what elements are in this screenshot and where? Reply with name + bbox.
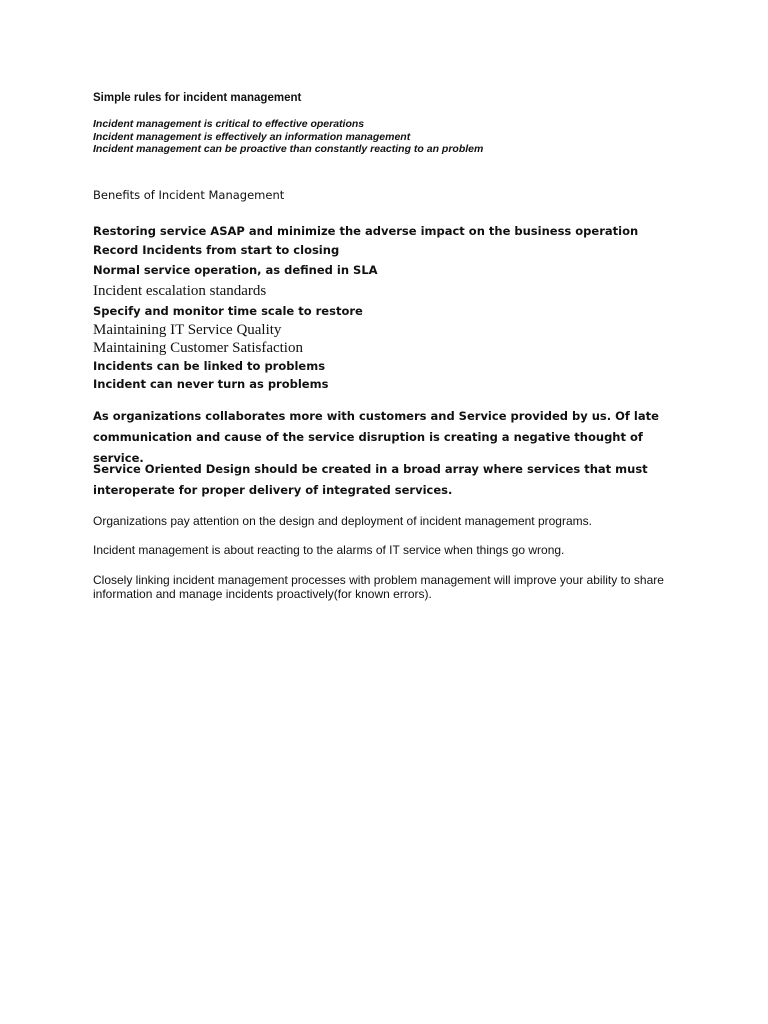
rule-item: Incident management can be proactive than constantly reacting to an problem: [93, 143, 484, 155]
rule-item: Incident management is effectively an information management: [93, 130, 411, 143]
paragraph: Closely linking incident management processes with problem management will improve your ability to share information and manage incidents proactively(for known errors).: [93, 573, 664, 601]
benefit-item: Incident can never turn as problems: [93, 377, 329, 391]
benefit-item: Specify and monitor time scale to restore: [93, 304, 363, 318]
document-title: Simple rules for incident management: [93, 92, 302, 104]
benefits-heading: Benefits of Incident Management: [93, 188, 285, 202]
paragraph: Incident management is about reacting to the alarms of IT service when things go wrong.: [93, 543, 565, 557]
benefit-item: Record Incidents from start to closing: [93, 243, 340, 257]
rule-item: Incident management is critical to effective operations: [93, 118, 365, 130]
benefit-item: Maintaining Customer Satisfaction: [93, 340, 303, 356]
benefit-item: Incidents can be linked to problems: [93, 359, 326, 373]
benefit-item: Maintaining IT Service Quality: [93, 322, 282, 338]
benefit-item: Normal service operation, as defined in SLA: [93, 263, 378, 277]
benefit-item: Incident escalation standards: [93, 283, 267, 299]
paragraph: Service Oriented Design should be created in a broad array where services that must interoperate for proper delivery of integrated services.: [93, 462, 648, 497]
paragraph: Organizations pay attention on the design and deployment of incident management programs.: [93, 514, 592, 528]
rules-list: [93, 118, 483, 156]
paragraph: As organizations collaborates more with customers and Service provided by us. Of late communication and cause of the service disruption is creating a negative thought of service.: [93, 409, 659, 465]
benefit-item: Restoring service ASAP and minimize the adverse impact on the business operation: [93, 224, 639, 238]
